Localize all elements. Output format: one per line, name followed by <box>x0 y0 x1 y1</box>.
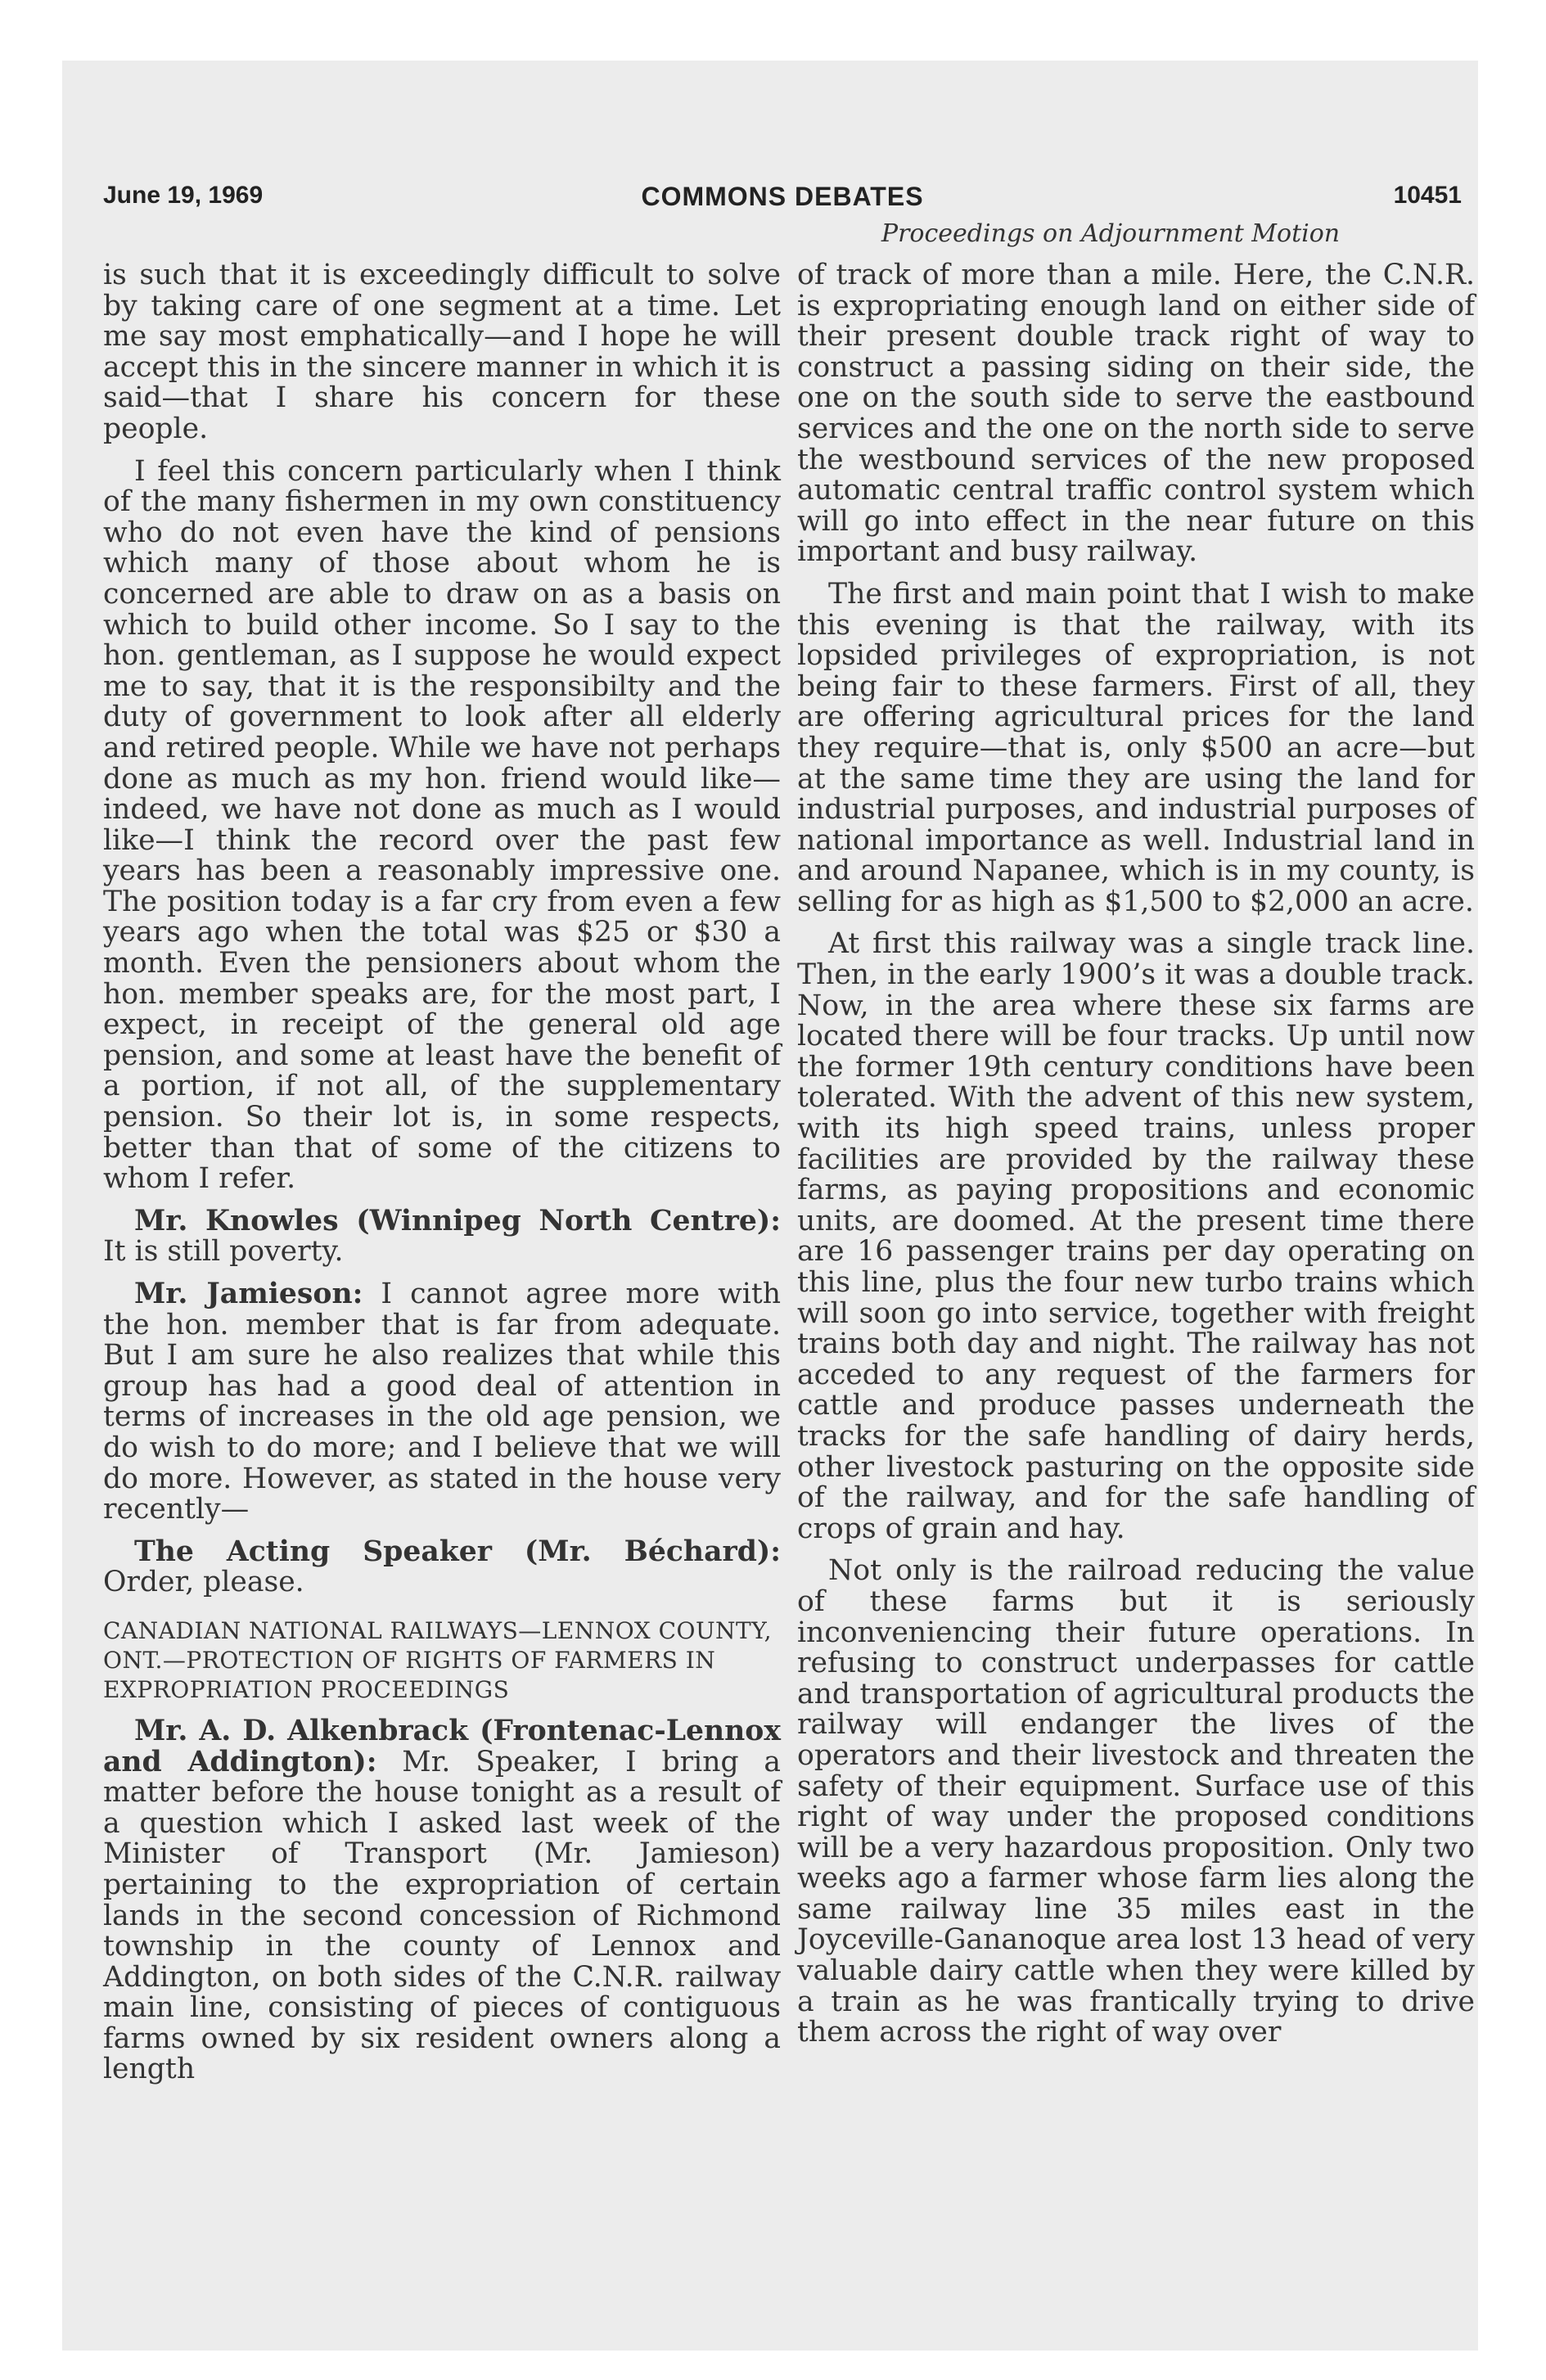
right-paragraph-2: The first and main point that I wish to make this evening is that the railway, with its lopsided privileges of expropriation, is not being fair to these farmers. First of all, they are offering agricultural prices for the land they require—that is, only $500 an acre—but at the same time they are using the land for industrial purposes, and industrial purposes of national importance as well. Industrial land in and around Napanee, which is in my county, is selling for as high as $1,500 to $2,000 an acre. <box>797 577 1475 918</box>
header-subheading: Proceedings on Adjournment Motion <box>881 219 1341 248</box>
left-column <box>103 260 781 2097</box>
remark-text: Order, please. <box>103 1566 304 1599</box>
jamieson-remark <box>103 1279 781 1526</box>
right-paragraph-3: At first this railway was a single track line. Then, in the early 1900’s it was a double track. Now, in the area where these six farms are located there will be four tracks. Up until now the former 19th century conditions have been tolerated. With the advent of this new system, with its high speed trains, unless proper facilities are provided by the railway these farms, as paying propositions and economic units, are doomed. At the present time there are 16 passenger trains per day operating on this line, plus the four new turbo trains which will soon go into service, together with freight trains both day and night. The railway has not acceded to any request of the farmers for cattle and produce passes underneath the tracks for the safe handling of dairy herds, other livestock pasturing on the opposite side of the railway, and for the safe handling of crops of grain and hay. <box>797 927 1475 1545</box>
header-page-number: 10451 <box>1393 182 1462 209</box>
acting-speaker-remark <box>103 1537 781 1598</box>
left-paragraph-1: is such that it is exceedingly difficult to solve by taking care of one segment at a time. Let me say most emphatically—and I hope he will accept this in the sincere manner in which it is said—that I share his concern for these people. <box>103 259 781 445</box>
remark-text: Mr. Speaker, I bring a matter before the house tonight as a result of a question which I asked last week of the Minister of Transport (Mr. Jamieson) pertaining to the expropriation of certain lands in the second concession of Richmond township in the county of Lennox and Addington, on both sides of the C.N.R. railway main line, consisting of pieces of contiguous farms owned by six resident owners along a length <box>103 1745 781 2086</box>
left-paragraph-2: I feel this concern particularly when I think of the many fishermen in my own constituency who do not even have the kind of pensions which many of those about whom he is concerned are able to draw on as a basis on which to build other income. So I say to the hon. gentleman, as I suppose he would expect me to say, that it is the responsibilty and the duty of government to look after all elderly and retired people. While we have not perhaps done as much as my hon. friend would like—indeed, we have not done as much as I would like—I think the record over the past few years has been a reasonably impressive one. The position today is a far cry from even a few years ago when the total was $25 or $30 a month. Even the pensioners about whom the hon. member speaks are, for the most part, I expect, in receipt of the general old age pension, and some at least have the benefit of a portion, if not all, of the supplementary pension. So their lot is, in some respects, better than that of some of the citizens to whom I refer. <box>103 454 781 1196</box>
speaker-name: The Acting Speaker (Mr. Béchard): <box>134 1535 781 1568</box>
page-header <box>103 182 1462 214</box>
speaker-name: Mr. Knowles (Winnipeg North Centre): <box>134 1204 781 1237</box>
right-paragraph-4: Not only is the railroad reducing the value of these farms but it is seriously inconveniencing their future operations. In refusing to construct underpasses for cattle and transportation of agricultural products the railway will endanger the lives of the operators and their livestock and threaten the safety of their equipment. Surface use of this right of way under the proposed conditions will be a very hazardous proposition. Only two weeks ago a farmer whose farm lies along the same railway line 35 miles east in the Joyceville-Gananoque area lost 13 head of very valuable dairy cattle when they were killed by a train as he was frantically trying to drive them across the right of way over <box>797 1554 1475 2049</box>
header-title: COMMONS DEBATES <box>641 182 924 211</box>
header-date: June 19, 1969 <box>103 182 264 209</box>
right-paragraph-1: of track of more than a mile. Here, the C.N.R. is expropriating enough land on either side of their present double track right of way to construct a passing siding on their side, the one on the south side to serve the eastbound services and the one on the north side to serve the westbound services of the new proposed automatic central traffic control system which will go into effect in the near future on this important and busy railway. <box>797 259 1475 569</box>
speaker-name: Mr. A. D. Alkenbrack (Frontenac-Lennox and Addington): <box>103 1714 781 1778</box>
alkenbrack-remark <box>103 1716 781 2085</box>
remark-text: I cannot agree more with the hon. member that is far from adequate. But I am sure he also realizes that while this group has had a good deal of attention in terms of increases in the old age pension, we do wish to do more; and I believe that we will do more. However, as stated in the house very recently— <box>103 1278 781 1526</box>
speaker-name: Mr. Jamieson: <box>134 1278 363 1310</box>
knowles-remark <box>103 1206 781 1268</box>
section-heading: CANADIAN NATIONAL RAILWAYS—LENNOX COUNTY, ONT.—PROTECTION OF RIGHTS OF FARMERS IN EXPROPRIATION PROCEEDINGS <box>103 1616 773 1703</box>
right-column <box>797 260 1475 2060</box>
remark-text: It is still poverty. <box>103 1235 344 1269</box>
